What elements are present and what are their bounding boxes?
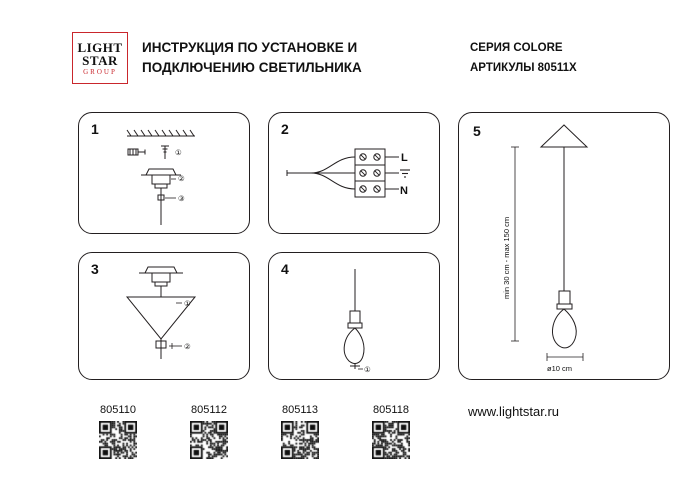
- svg-text:②: ②: [178, 174, 185, 183]
- step-panel-4: [268, 252, 440, 380]
- qr-code: [372, 421, 410, 459]
- page-title-line-1: ИНСТРУКЦИЯ ПО УСТАНОВКЕ И: [142, 40, 358, 55]
- code-item: [260, 404, 340, 459]
- logo-line-2: STAR: [82, 52, 118, 68]
- svg-text:①: ①: [184, 299, 191, 308]
- website-link[interactable]: www.lightstar.ru: [468, 404, 560, 419]
- step-panel-1: [78, 112, 250, 234]
- qr-code: [281, 421, 319, 459]
- step-panel-3: [78, 252, 250, 380]
- logo-line-1: LIGHT: [77, 39, 123, 55]
- qr-code: [190, 421, 228, 459]
- step-number-5: 5: [473, 123, 481, 139]
- step-4-diagram: [269, 253, 441, 381]
- step-panel-2: [268, 112, 440, 234]
- svg-text:①: ①: [364, 365, 371, 374]
- step-1-diagram: [79, 113, 251, 235]
- step-panel-5: [458, 112, 670, 380]
- code-item: [169, 404, 249, 459]
- svg-text:①: ①: [175, 148, 182, 157]
- code-item: [351, 404, 431, 459]
- page-title: [142, 38, 432, 77]
- code-label: 805113: [282, 404, 318, 416]
- code-label: 805118: [373, 404, 409, 416]
- step-number-1: 1: [91, 121, 99, 137]
- step-5-diagram: [459, 113, 671, 381]
- page-title-line-2: ПОДКЛЮЧЕНИЮ СВЕТИЛЬНИКА: [142, 59, 362, 75]
- step-number-3: 3: [91, 261, 99, 277]
- terminal-label-N: N: [400, 185, 408, 197]
- lightstar-logo: [72, 32, 128, 84]
- code-label: 805110: [100, 404, 136, 416]
- step-number-4: 4: [281, 261, 289, 277]
- step-5-height-label: min 30 cm - max 150 cm: [502, 216, 511, 299]
- step-3-diagram: [79, 253, 251, 381]
- qr-code: [99, 421, 137, 459]
- step-number-2: 2: [281, 121, 289, 137]
- terminal-label-L: L: [401, 152, 408, 164]
- code-item: [78, 404, 158, 459]
- series-info: [470, 38, 670, 78]
- step-2-diagram: [269, 113, 441, 235]
- logo-line-3: GROUP: [83, 67, 117, 76]
- series-articles: АРТИКУЛЫ 80511X: [470, 62, 577, 75]
- step-5-diameter-label: ø10 cm: [547, 364, 573, 373]
- code-label: 805112: [191, 404, 227, 416]
- svg-text:②: ②: [184, 342, 191, 351]
- svg-text:③: ③: [178, 194, 185, 203]
- product-codes: [78, 404, 438, 474]
- series-name: СЕРИЯ COLORE: [470, 42, 563, 54]
